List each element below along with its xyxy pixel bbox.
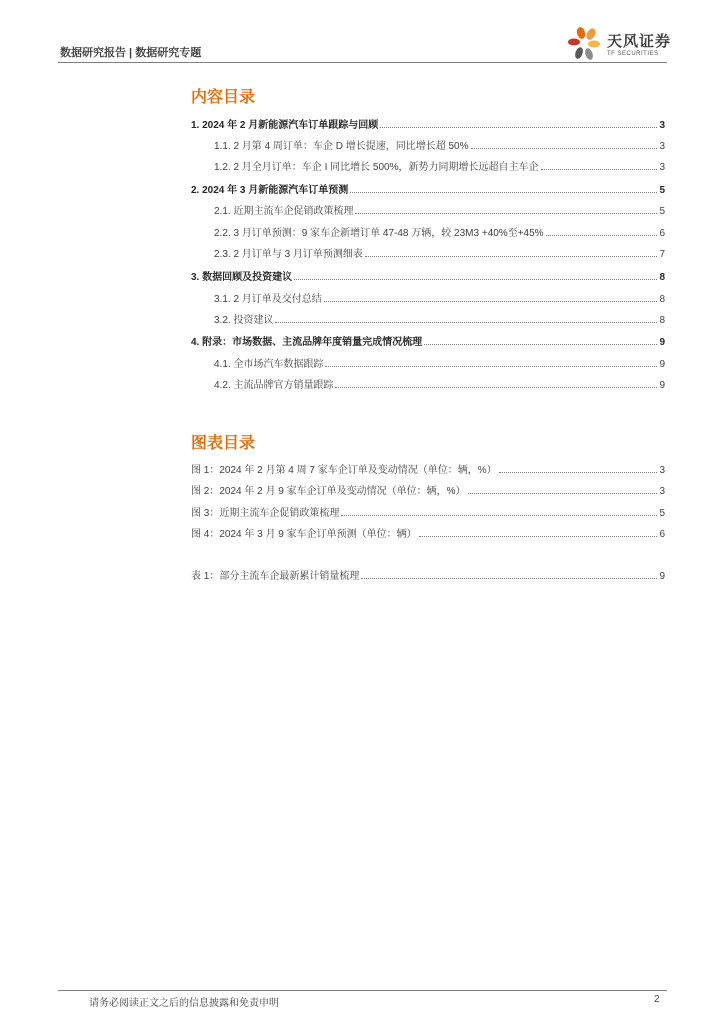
leader-dots [294, 272, 657, 280]
toc-entry-label: 1.2. 2 月全月订单：车企 I 同比增长 500%，新势力同期增长远超自主车企 [214, 162, 539, 173]
leader-dots [324, 294, 657, 302]
figure-entry-page: 9 [659, 571, 665, 582]
figure-entry-page: 3 [659, 486, 665, 497]
toc-entry-page: 8 [659, 294, 665, 305]
leader-dots [471, 141, 658, 149]
page-number: 2 [654, 994, 660, 1005]
toc-entry-label: 3.2. 投资建议 [214, 315, 274, 326]
figure-entry-page: 5 [659, 508, 665, 519]
toc-entry-page: 9 [659, 380, 665, 391]
leader-dots [341, 508, 657, 516]
toc-entry-label: 1. 2024 年 2 月新能源汽车订单跟踪与回顾 [191, 120, 379, 131]
toc-entry[interactable] [214, 137, 665, 152]
leader-dots [541, 162, 658, 170]
figure-entry[interactable] [191, 567, 665, 582]
leader-dots [546, 228, 657, 236]
toc-entry[interactable] [191, 116, 665, 131]
figure-entry-label: 表 1：部分主流车企最新累计销量梳理 [191, 571, 360, 582]
figure-entry-page: 3 [659, 465, 665, 476]
toc-entry[interactable] [191, 181, 665, 196]
leader-dots [419, 529, 657, 537]
toc-entry-page: 7 [659, 249, 665, 260]
figure-entry-label: 图 1：2024 年 2 月第 4 周 7 家车企订单及变动情况（单位：辆，%） [191, 465, 497, 476]
contents-title: 内容目录 [191, 89, 256, 106]
toc-entry-page: 5 [659, 185, 665, 196]
flower-logo-icon [567, 24, 603, 62]
toc-entry[interactable] [214, 245, 665, 260]
toc-entry-label: 2.2. 3 月订单预测：9 家车企新增订单 47-48 万辆，较 23M3 +40%至+45% [214, 228, 544, 239]
figure-entry-label: 图 3：近期主流车企促销政策梳理 [191, 508, 340, 519]
toc-entry-label: 2. 2024 年 3 月新能源汽车订单预测 [191, 185, 349, 196]
figure-entry-page: 6 [659, 529, 665, 540]
leader-dots [355, 206, 657, 214]
toc-entry[interactable] [214, 290, 665, 305]
toc-entry-page: 8 [659, 315, 665, 326]
toc-entry[interactable] [214, 311, 665, 326]
toc-entry-page: 3 [659, 120, 665, 131]
footer-disclaimer: 请务必阅读正文之后的信息披露和免责申明 [89, 998, 279, 1009]
toc-entry-label: 4.2. 主流品牌官方销量跟踪 [214, 380, 334, 391]
leader-dots [380, 120, 657, 128]
toc-entry[interactable] [214, 158, 665, 173]
leader-dots [468, 486, 658, 494]
toc-entry-label: 2.1. 近期主流车企促销政策梳理 [214, 206, 354, 217]
leader-dots [350, 185, 657, 193]
toc-entry[interactable] [214, 376, 665, 391]
leader-dots [499, 465, 657, 473]
toc-entry-page: 6 [659, 228, 665, 239]
leader-dots [325, 359, 657, 367]
toc-entry-label: 1.1. 2 月第 4 周订单：车企 D 增长提速，同比增长超 50% [214, 141, 469, 152]
toc-entry[interactable] [191, 333, 665, 348]
toc-entry-label: 4. 附录：市场数据、主流品牌年度销量完成情况梳理 [191, 337, 423, 348]
toc-entry[interactable] [191, 268, 665, 283]
figures-title: 图表目录 [191, 435, 256, 452]
toc-entry-label: 3.1. 2 月订单及交付总结 [214, 294, 322, 305]
leader-dots [365, 249, 657, 257]
figure-entry[interactable] [191, 461, 665, 476]
brand-name-english: TF SECURITIES [607, 51, 659, 57]
figure-entry-label: 图 4：2024 年 3 月 9 家车企订单预测（单位：辆） [191, 529, 417, 540]
toc-entry-page: 5 [659, 206, 665, 217]
toc-entry-page: 9 [659, 337, 665, 348]
company-logo [567, 24, 677, 62]
toc-entry[interactable] [214, 355, 665, 370]
toc-entry-label: 2.3. 2 月订单与 3 月订单预测细表 [214, 249, 363, 260]
brand-name: 天风证券 [607, 33, 672, 50]
figure-entry[interactable] [191, 525, 665, 540]
toc-entry-label: 4.1. 全市场汽车数据跟踪 [214, 359, 324, 370]
leader-dots [361, 571, 657, 579]
toc-entry-page: 8 [659, 272, 665, 283]
toc-entry[interactable] [214, 202, 665, 217]
toc-entry-page: 3 [659, 141, 665, 152]
footer-divider [58, 990, 667, 991]
toc-entry-label: 3. 数据回顾及投资建议 [191, 272, 293, 283]
toc-entry-page: 3 [659, 162, 665, 173]
figure-entry[interactable] [191, 504, 665, 519]
header-category: 数据研究报告 | 数据研究专题 [60, 47, 202, 59]
toc-entry[interactable] [214, 224, 665, 239]
figure-entry[interactable] [191, 482, 665, 497]
figure-entry-label: 图 2：2024 年 2 月 9 家车企订单及变动情况（单位：辆，%） [191, 486, 466, 497]
leader-dots [335, 380, 657, 388]
toc-entry-page: 9 [659, 359, 665, 370]
leader-dots [275, 315, 657, 323]
header-divider [58, 62, 667, 63]
leader-dots [424, 337, 657, 345]
